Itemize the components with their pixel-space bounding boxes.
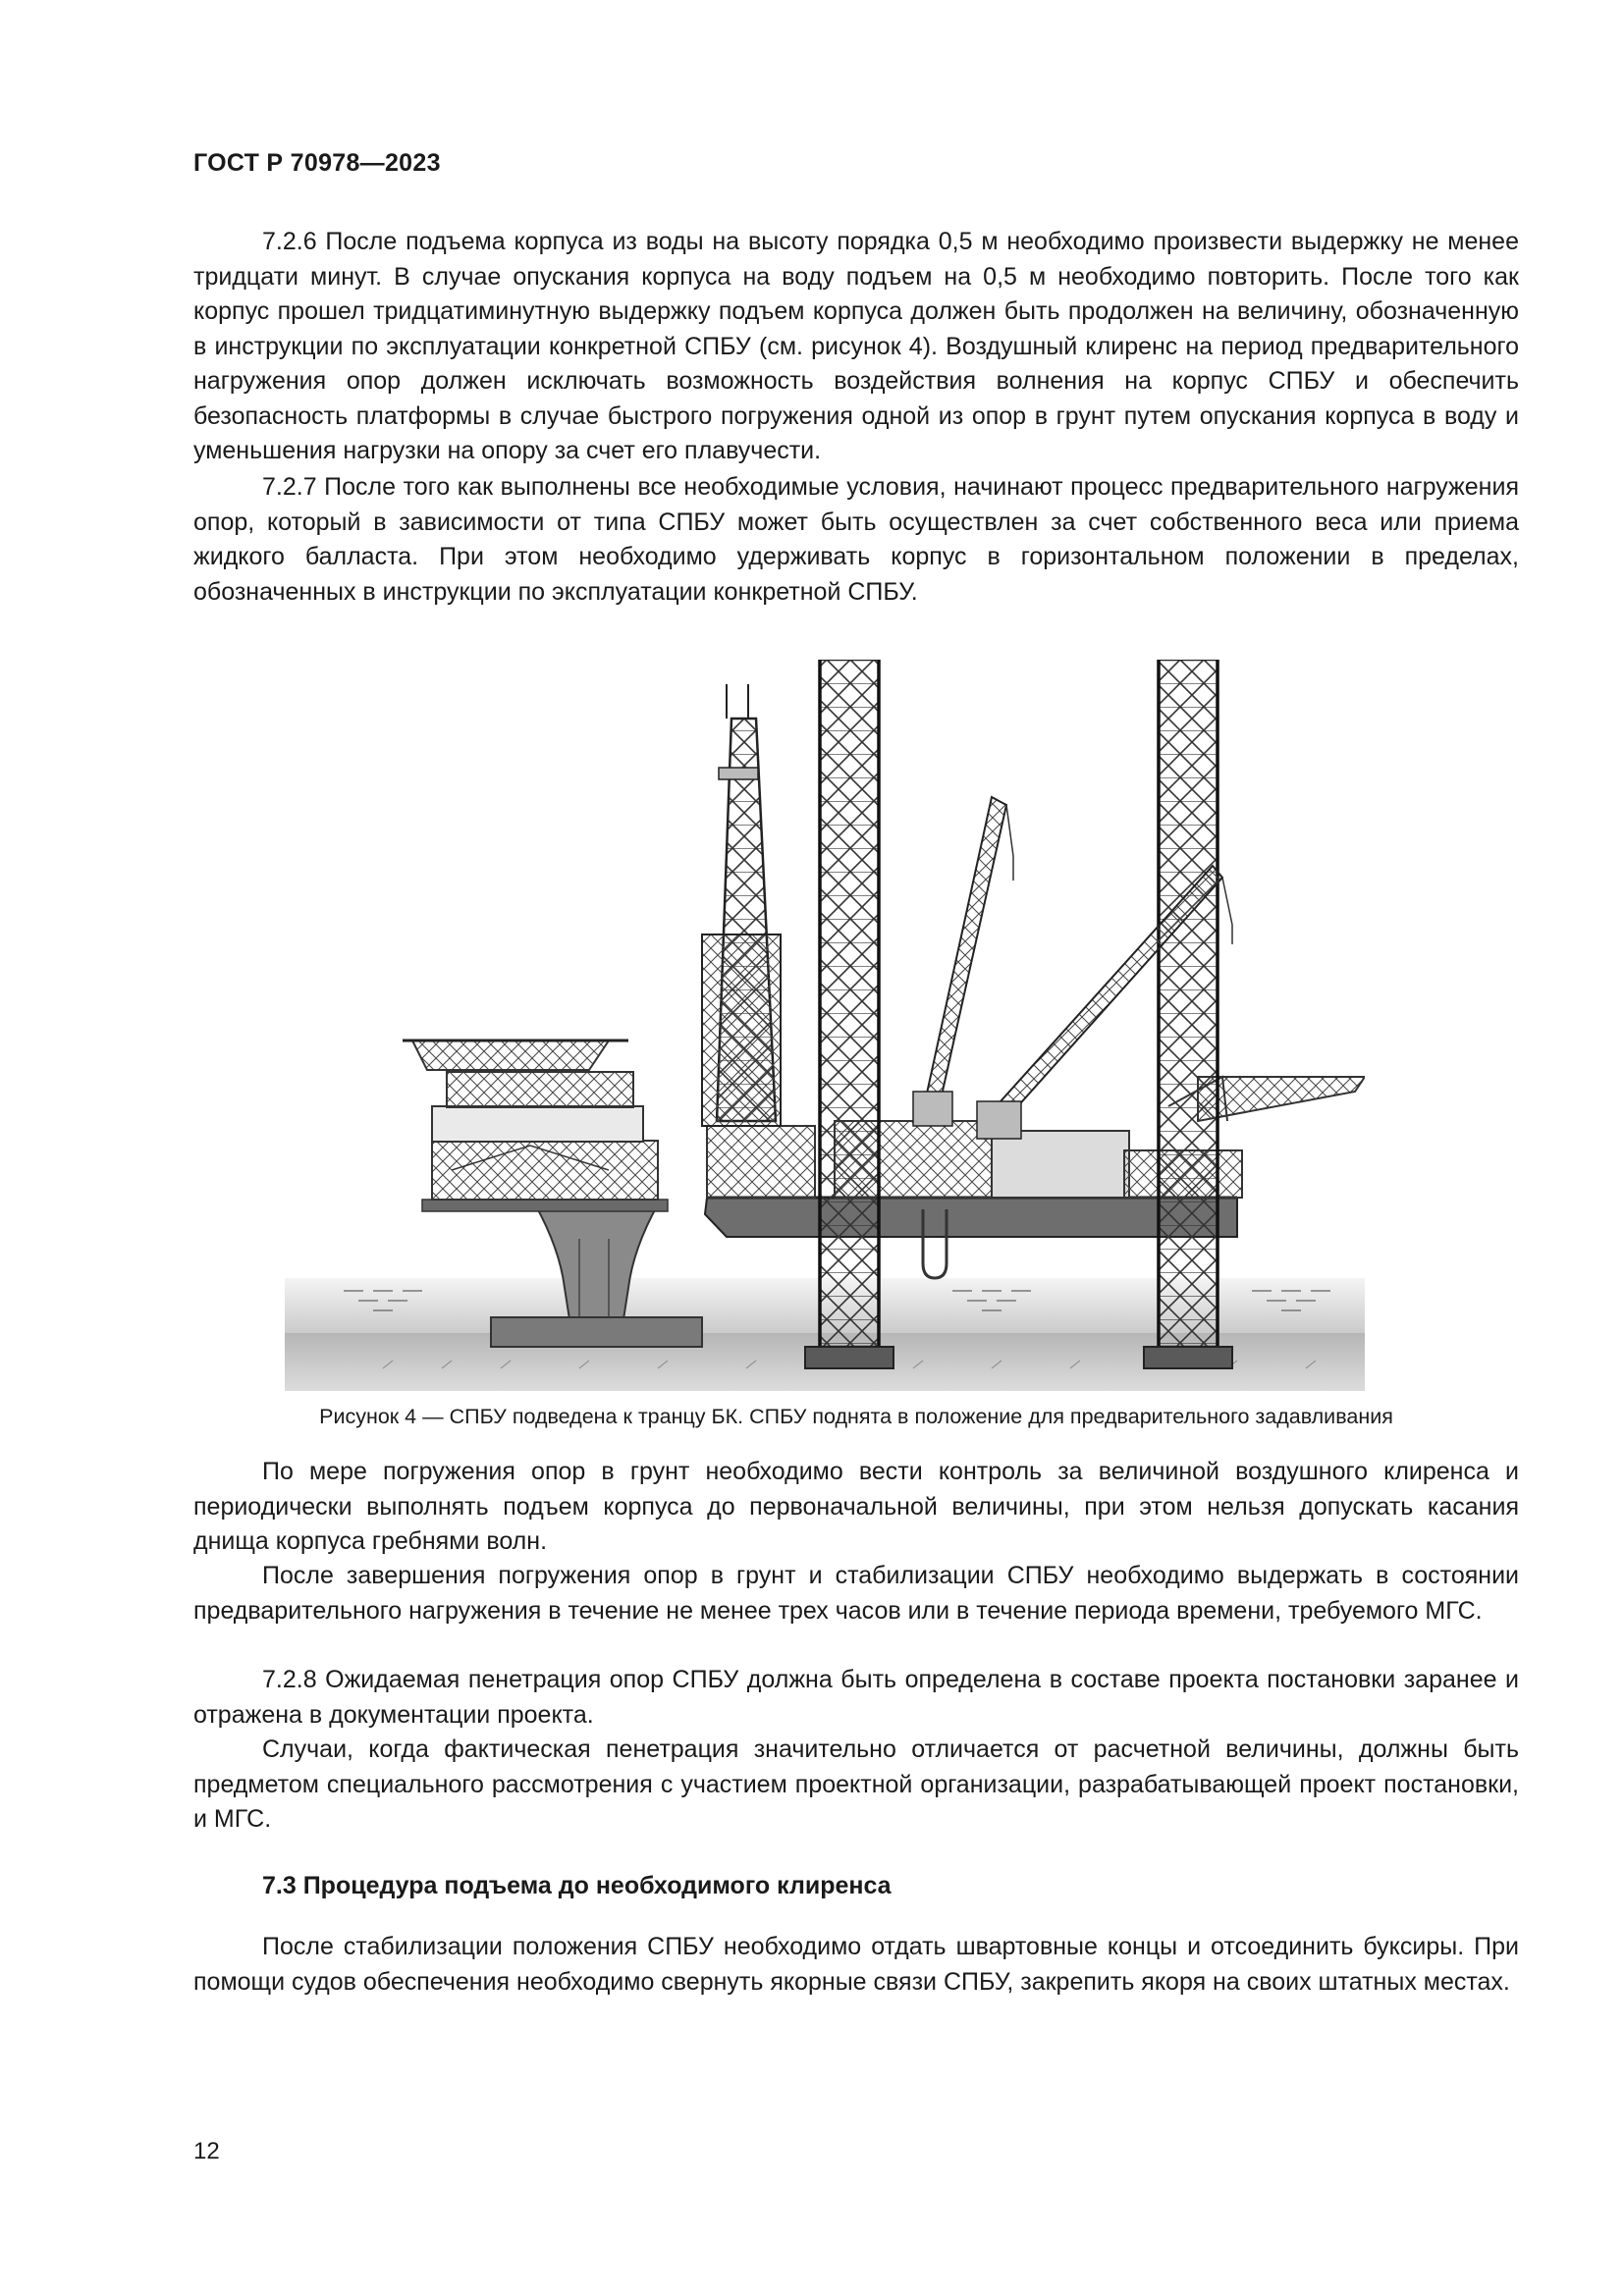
figure-caption: Рисунок 4 — СПБУ подведена к транцу БК. СПБУ поднята в положение для предварительного задавливания (319, 1405, 1393, 1428)
section-heading-7-3: 7.3 Процедура подъема до необходимого клиренса (262, 1872, 892, 1899)
paragraph-7-3: После стабилизации положения СПБУ необходимо отдать швартовные концы и отсоединить буксиры. При помощи судов обеспечения необходимо свернуть якорные связи СПБУ, закрепить якоря на своих штатных местах. (193, 1933, 1519, 1996)
document-header: ГОСТ Р 70978—2023 (193, 149, 441, 177)
crane-left (913, 797, 1013, 1126)
paragraph-stabilization: После завершения погружения опор в грунт и стабилизации СПБУ необходимо выдержать в состоянии предварительного нагружения в течение не менее трех часов или в течение периода времени, требуемого МГС. (193, 1562, 1519, 1625)
paragraph-7-2-8: 7.2.8 Ожидаемая пенетрация опор СПБУ должна быть определена в составе проекта постановки заранее и отражена в документации проекта. (193, 1666, 1519, 1729)
leg-left (805, 660, 893, 1368)
deck-equipment (707, 1077, 1365, 1198)
paragraph-7-2-6: 7.2.6 После подъема корпуса из воды на высоту порядка 0,5 м необходимо произвести выдержку не менее тридцати минут. В случае опускания корпуса на воду подъем на 0,5 м необходимо повторить. После того как корпус прошел тридцатиминутную выдержку подъем корпуса должен быть продолжен на величину, обозначенную в инструкции по эксплуатации конкретной СПБУ (см. рисунок 4). Воздушный клиренс на период предварительного нагружения опор должен исключать возможность воздействия волнения на корпус СПБУ и обеспечить безопасность платформы в случае быстрого погружения одной из опор в грунт путем опускания корпуса в воду и уменьшения нагрузки на опору за счет его плавучести. (193, 228, 1519, 464)
paragraph-cases: Случаи, когда фактическая пенетрация значительно отличается от расчетной величины, должны быть предметом специального рассмотрения с участием проектной организации, разрабатывающей проект постановки, и МГС. (193, 1735, 1519, 1833)
page-number: 12 (193, 2138, 220, 2164)
leg-right (1144, 660, 1232, 1368)
drilling-derrick (702, 684, 781, 1126)
paragraph-7-2-7: 7.2.7 После того как выполнены все необходимые условия, начинают процесс предварительного нагружения опор, который в зависимости от типа СПБУ может быть осуществлен за счет собственного веса или приема жидкого балласта. При этом необходимо удерживать корпус в горизонтальном положении в пределах, обозначенных в инструкции по эксплуатации конкретной СПБУ. (193, 473, 1519, 606)
paragraph-control: По мере погружения опор в грунт необходимо вести контроль за величиной воздушного клиренса и периодически выполнять подъем корпуса до первоначальной величины, при этом нельзя допускать касания днища корпуса гребнями волн. (193, 1458, 1519, 1555)
jackup-rig-illustration (285, 660, 1365, 1391)
figure-jackup-rig (285, 660, 1365, 1391)
